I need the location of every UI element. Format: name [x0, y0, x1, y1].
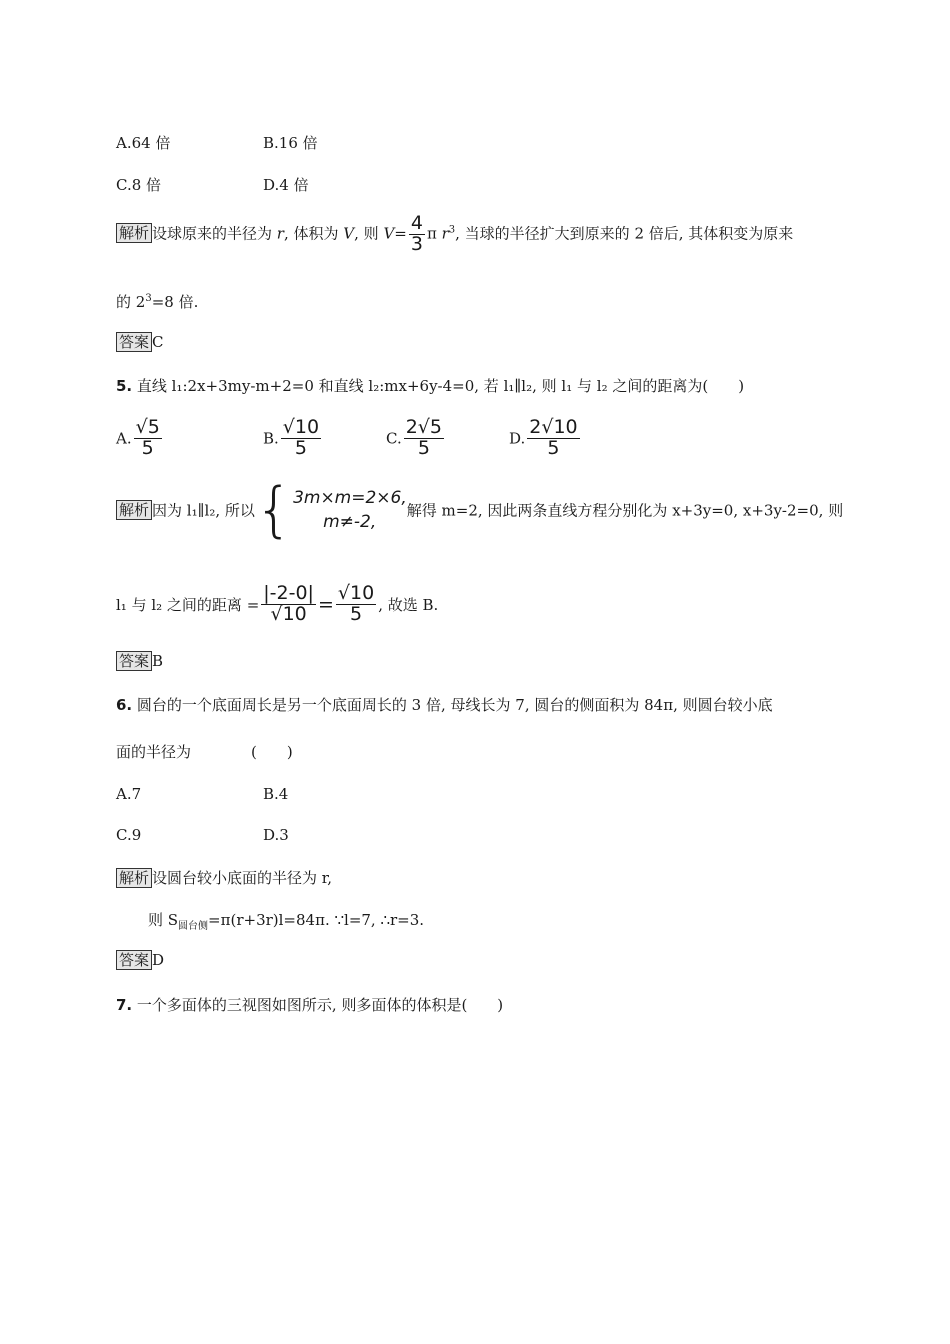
q5-opt-label: B.: [263, 429, 279, 448]
q4-daan-tag: 答案: [116, 332, 152, 352]
q5-daan-tag: 答案: [116, 651, 152, 671]
q5-sol-text: l₁ 与 l₂ 之间的距离 =: [116, 595, 260, 614]
q4-sol-text: , 当球的半径扩大到原来的 2 倍后, 其体积变为原来: [455, 224, 794, 243]
q5-option-c: [386, 418, 446, 459]
q6-stem-line1: [116, 694, 773, 715]
q5-opt-den: 5: [547, 436, 560, 459]
q4-option-d: D.4 倍: [263, 176, 309, 194]
q5-opt-den: 5: [417, 436, 430, 459]
q5-option-b: [263, 418, 323, 459]
q4-fraction: [409, 214, 425, 255]
q4-sol-text: , 体积为: [283, 224, 344, 243]
q6-number: 6.: [116, 696, 133, 714]
q4-answer: [116, 332, 164, 352]
q6-answer-value: D: [152, 951, 165, 969]
q5-sol-text: 因为 l₁∥l₂, 所以: [152, 501, 255, 520]
q5-dist-fraction: [261, 584, 316, 625]
q4-solution-line1: [116, 214, 793, 255]
q5-dist-fraction: [336, 584, 376, 625]
q4-sol-sup: 3: [145, 293, 152, 304]
q5-solution-line1: [116, 475, 844, 545]
q5-sol-text: 解得 m=2, 因此两条直线方程分别化为 x+3y=0, x+3y-2=0, 则: [406, 501, 844, 520]
q4-sol-text: , 则: [354, 224, 384, 243]
q6-option-d: D.3: [263, 826, 289, 844]
q4-sol-text: =: [394, 224, 407, 243]
q5-opt-label: D.: [509, 429, 526, 448]
q5-opt-num: √5: [135, 416, 160, 438]
q6-sol-sub: 圆台侧: [178, 921, 209, 932]
q4-answer-value: C: [152, 333, 164, 351]
q5-number: 5.: [116, 377, 133, 395]
q4-option-a: A.64 倍: [116, 134, 171, 152]
q4-frac-den: 3: [410, 232, 423, 255]
q6-stem-line2: 面的半径为 ( ): [116, 743, 293, 761]
q5-opt-fraction: [281, 418, 321, 459]
q6-sol-text: =π(r+3r)l=84π. ∵l=7, ∴r=3.: [208, 911, 425, 929]
q5-opt-label: C.: [386, 429, 402, 448]
equation-system: [293, 486, 407, 534]
q5-option-d: [509, 418, 582, 459]
q4-sol-text: 的 2: [116, 293, 146, 311]
system-line: m≠-2,: [323, 512, 377, 532]
q4-sol-var: V: [343, 224, 355, 243]
q5-opt-den: 5: [294, 436, 307, 459]
q7-number: 7.: [116, 996, 133, 1014]
q4-jiexi-tag: 解析: [116, 223, 152, 243]
system-brace: {: [254, 475, 294, 545]
q4-frac-num: 4: [410, 212, 423, 234]
q5-option-a: [116, 418, 164, 459]
q4-sol-sup: 3: [448, 224, 456, 236]
system-line: 3m×m=2×6,: [293, 488, 407, 508]
q5-answer: [116, 651, 163, 671]
q4-sol-var: V: [383, 224, 395, 243]
q6-jiexi-tag: 解析: [116, 868, 152, 888]
q5-stem-text: 直线 l₁:2x+3my-m+2=0 和直线 l₂:mx+6y-4=0, 若 l₁∥l₂, 则 l₁ 与 l₂ 之间的距离为( ): [132, 377, 745, 395]
q5-frac-num: √10: [337, 582, 375, 604]
q5-frac-num: |-2-0|: [263, 582, 314, 604]
q6-sol-text: 则 S: [148, 911, 179, 929]
q5-opt-fraction: [134, 418, 162, 459]
q5-frac-den: 5: [349, 602, 363, 625]
q5-solution-line2: [116, 584, 438, 625]
q6-option-b: B.4: [263, 785, 289, 803]
q5-opt-num: 2√5: [405, 416, 443, 438]
q6-sol-text: 设圆台较小底面的半径为 r,: [152, 869, 333, 887]
q5-opt-fraction: [404, 418, 444, 459]
q5-opt-fraction: [527, 418, 579, 459]
q4-sol-text: 设球原来的半径为: [152, 224, 277, 243]
q5-opt-num: 2√10: [529, 416, 578, 438]
q6-solution-line2: [148, 909, 424, 932]
q5-jiexi-tag: 解析: [116, 500, 152, 520]
q4-solution-line2: [116, 291, 198, 312]
q6-option-a: A.7: [116, 785, 142, 803]
q6-solution-line1: [116, 867, 332, 888]
q5-sol-text: =: [317, 593, 334, 616]
q4-option-c: C.8 倍: [116, 176, 162, 194]
q5-opt-num: √10: [282, 416, 320, 438]
q4-sol-text: π: [426, 224, 442, 243]
q6-option-c: C.9: [116, 826, 142, 844]
q5-answer-value: B: [152, 652, 164, 670]
q4-sol-var: r: [441, 224, 449, 243]
q5-stem: [116, 375, 744, 396]
q6-stem-text: 圆台的一个底面周长是另一个底面周长的 3 倍, 母线长为 7, 圆台的侧面积为 84π, 则圆台较小底: [132, 696, 773, 714]
q5-opt-label: A.: [116, 429, 132, 448]
q5-frac-den: √10: [270, 602, 307, 625]
q6-answer: [116, 950, 164, 970]
q7-stem-text: 一个多面体的三视图如图所示, 则多面体的体积是( ): [132, 996, 504, 1014]
q4-option-b: B.16 倍: [263, 134, 318, 152]
q5-opt-den: 5: [141, 436, 154, 459]
q6-daan-tag: 答案: [116, 950, 152, 970]
q5-sol-text: , 故选 B.: [378, 595, 439, 614]
q4-sol-text: =8 倍.: [151, 293, 199, 311]
q4-sol-var: r: [276, 224, 284, 243]
q7-stem: [116, 994, 503, 1015]
